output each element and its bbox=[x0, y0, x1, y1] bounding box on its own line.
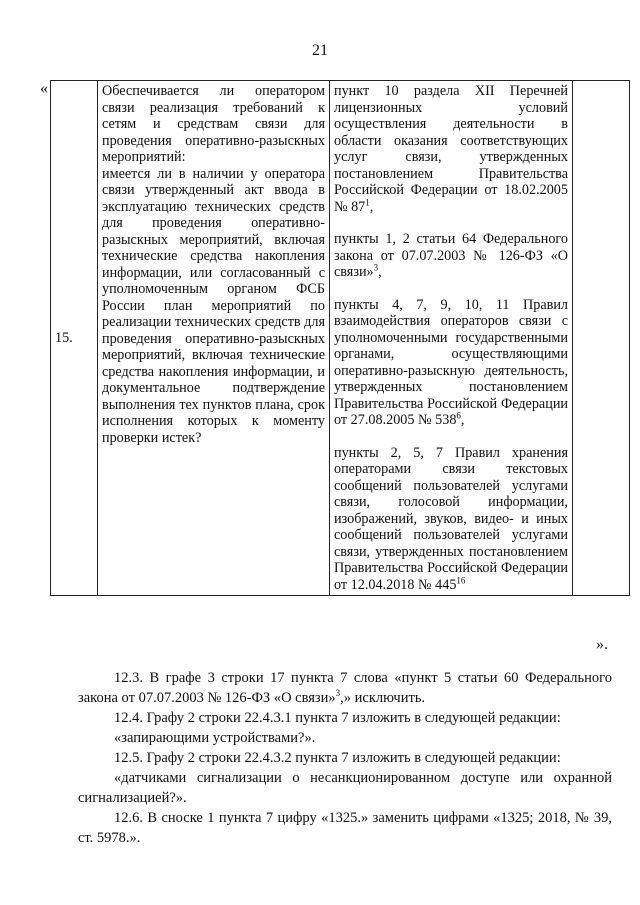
basis-tail: , bbox=[378, 264, 382, 280]
question-part-2: имеется ли в наличии у оператора связи утвержденный акт ввода в эксплуатацию технических средств для проведения оперативно-разыскных мероприятий, включая технические средства накопления информации, или согласованный с уполномоченным органом ФСБ России план мероприятий по реализации технических средств для проведения оперативно-разыскных мероприятий, включая технические средства накопления информации, и документальное подтверждение выполнения тех пунктов плана, срок исполнения которых к моменту проверки истек? bbox=[102, 165, 325, 446]
basis-item bbox=[334, 83, 568, 215]
basis-item bbox=[334, 297, 568, 429]
row-number: 15. bbox=[51, 81, 98, 596]
basis-text: пункты 4, 7, 9, 10, 11 Правил взаимодействия операторов связи с уполномоченными государственными органами, осуществляющими оперативно-разыскную деятельность, утвержденных постановлением Правительства Российской Федерации от 27.08.2005 № 538 bbox=[334, 296, 568, 428]
footnote-ref: 6 bbox=[456, 410, 461, 421]
basis-tail: , bbox=[460, 412, 465, 428]
paragraph-text: 12.3. В графе 3 строки 17 пункта 7 слова «пункт 5 статьи 60 Федерального закона от 07.07.2003 № 126-ФЗ «О связи» bbox=[78, 670, 612, 706]
paragraph-12-5: 12.5. Графу 2 строки 22.4.3.2 пункта 7 изложить в следующей редакции: bbox=[114, 750, 561, 766]
basis-item bbox=[334, 445, 568, 594]
amendments-text bbox=[78, 668, 612, 848]
page-number: 21 bbox=[312, 42, 328, 59]
basis-text: пункты 2, 5, 7 Правил хранения операторами связи текстовых сообщений пользователей услугами связи, голосовой информации, изображений, звуков, видео- и иных сообщений пользователей услугами связи, утвержденных постановлением Правительства Российской Федерации от 12.04.2018 № 445 bbox=[334, 444, 568, 593]
paragraph-12-5-value: «датчиками сигнализации о несанкционированном доступе или охранной сигнализацией?». bbox=[78, 770, 612, 806]
legal-basis-cell bbox=[330, 81, 573, 596]
paragraph-12-3 bbox=[78, 668, 612, 708]
basis-item bbox=[334, 231, 568, 281]
question-cell bbox=[98, 81, 330, 596]
question-part-1: Обеспечивается ли оператором связи реализация требований к сетям и средствам связи для проведения оперативно-разыскных мероприятий: bbox=[102, 83, 325, 165]
empty-cell bbox=[573, 81, 630, 596]
basis-text: пункты 1, 2 статьи 64 Федерального закона от 07.07.2003 № 126-ФЗ «О связи» bbox=[334, 231, 568, 280]
paragraph-12-4: 12.4. Графу 2 строки 22.4.3.1 пункта 7 изложить в следующей редакции: bbox=[114, 710, 561, 726]
footnote-ref: 16 bbox=[456, 574, 466, 585]
paragraph-text: ,» исключить. bbox=[340, 690, 426, 706]
footnote-ref: 1 bbox=[365, 196, 370, 207]
footnote-ref: 3 bbox=[335, 688, 341, 699]
basis-text: пункт 10 раздела XII Перечней лицензионных условий осуществления деятельности в области оказания соответствующих услуг связи, утвержденных постановлением Правительства Российской Федерации от 18.02.2005 № 87 bbox=[334, 83, 568, 215]
footnote-ref: 3 bbox=[373, 262, 379, 273]
paragraph-12-4-value: «запирающими устройствами?». bbox=[114, 730, 316, 746]
paragraph-12-6: 12.6. В сноске 1 пункта 7 цифру «1325.» заменить цифрами «1325; 2018, № 39, ст. 5978.». bbox=[78, 810, 612, 846]
quote-open-mark: « bbox=[40, 80, 48, 97]
requirements-table bbox=[50, 80, 630, 596]
quote-close-mark: ». bbox=[596, 636, 608, 653]
table-row bbox=[51, 81, 630, 596]
basis-tail: , bbox=[369, 198, 374, 215]
